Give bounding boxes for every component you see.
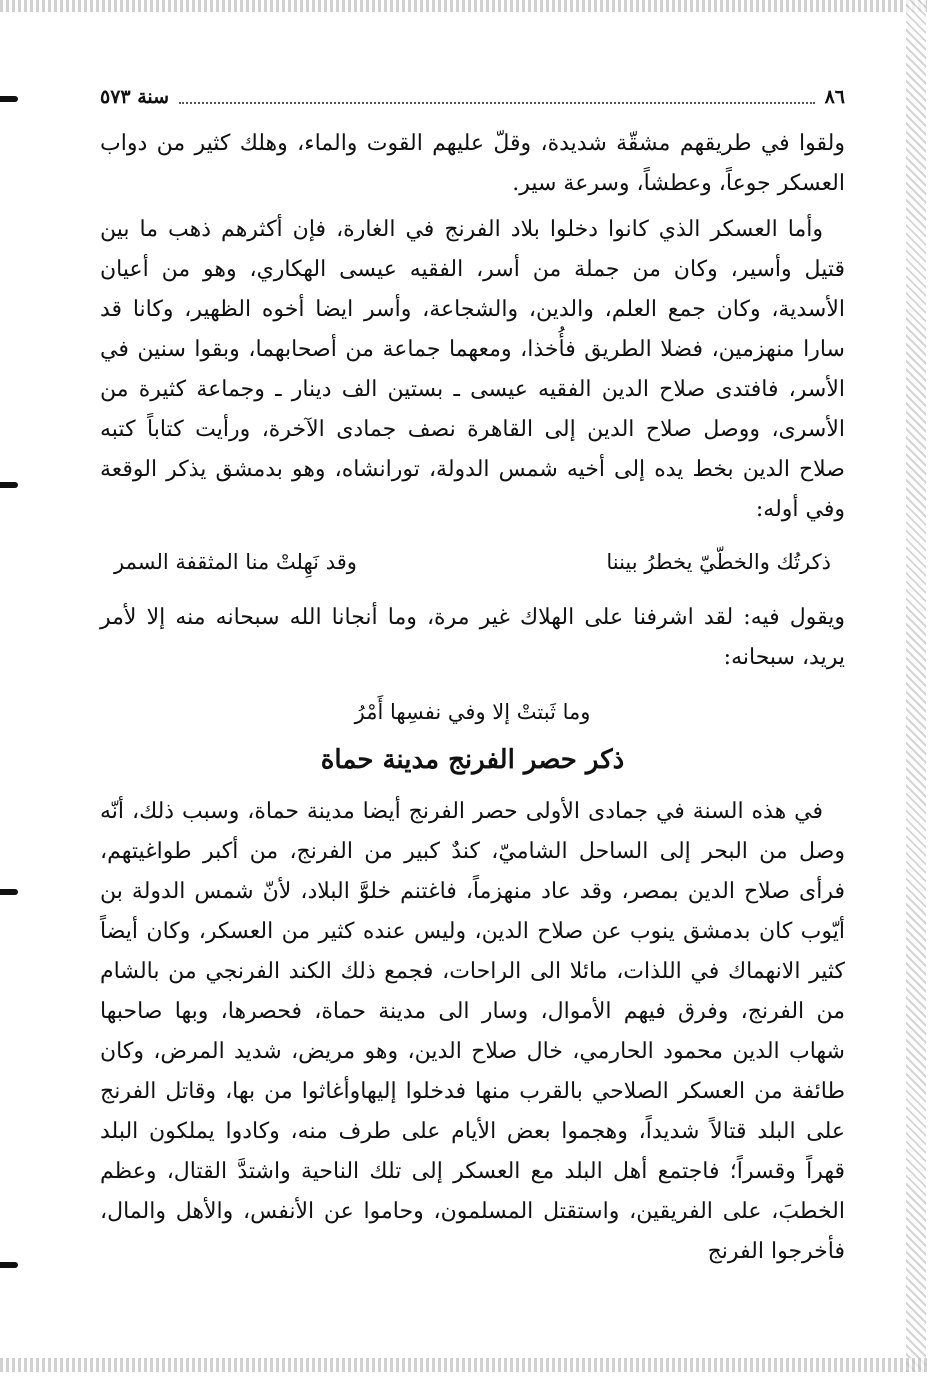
section-title: ذكر حصر الفرنج مدينة حماة bbox=[320, 745, 625, 775]
scan-edge-mark bbox=[0, 482, 18, 488]
verse-second-hemistich: وقد نَهِلتْ منا المثقفة السمر bbox=[114, 550, 357, 574]
scan-edge-mark bbox=[0, 889, 18, 895]
page-number: ٨٦ bbox=[824, 86, 845, 108]
page-border-top bbox=[0, 0, 930, 12]
poem-verse-single: وما ثَبتتْ إلا وفي نفسِها أَمْرُ bbox=[354, 700, 591, 724]
scan-edge-mark bbox=[0, 1262, 18, 1268]
page-border-right bbox=[906, 0, 926, 1372]
scan-edge-mark bbox=[0, 96, 18, 102]
verse-first-hemistich: ذكرتُك والخطّيّ يخطرُ بيننا bbox=[606, 550, 831, 574]
body-paragraph: ويقول فيه: لقد اشرفنا على الهلاك غير مرة، وما أنجانا الله سبحانه منه إلا لأمر يريد، سبحانه: bbox=[100, 605, 846, 670]
body-paragraph: في هذه السنة في جمادى الأولى حصر الفرنج أيضا مدينة حماة، وسبب ذلك، أنّه وصل من البحر إلى الساحل الشاميّ، كندٌ كبير من الفرنج، من أكبر طواغيتهم، فرأى صلاح الدين بمصر، وقد عاد منهزماً، فاغتنم خلوَّ البلاد، لأنّ شمس الدولة بن أيّوب كان بدمشق ينوب عن صلاح الدين، وليس عنده كثير من العسكر، وكان أيضاً كثير الانهماك في اللذات، مائلا الى الراحات، فجمع ذلك الكند الفرنجي من بالشام من الفرنج، وفرق فيهم الأموال، وسار الى مدينة حماة، فحصرها، وبها صاحبها شهاب الدين محمود الحارمي، خال صلاح الدين، وهو مريض، شديد المرض، وكان طائفة من العسكر الصلاحي بالقرب منها فدخلوا إليهاوأغاثوا من بها، وقاتل الفرنج على البلد قتالاً شديداً، وهجموا بعض الأيام على طرف منه، وكادوا يملكون البلد قهراً وقسراً؛ فاجتمع أهل البلد مع العسكر إلى تلك الناحية واشتدَّ القتال، وعظم الخطبَ، على الفريقين، واستقتل المسلمون، وحاموا عن الأنفس، والأهل والمال، فأخرجوا الفرنج bbox=[100, 799, 845, 1264]
running-header bbox=[100, 80, 845, 114]
body-paragraph: وأما العسكر الذي كانوا دخلوا بلاد الفرنج في الغارة، فإن أكثرهم ذهب ما بين قتيل وأسير، وكان من جملة من أسر، الفقيه عيسى الهكاري، وهو من أعيان الأسدية، وكان جمع العلم، والدين، والشجاعة، وأسر ايضا أخوه الظهير، وكانا قد سارا منهزمين، فضلا الطريق فأُخذا، ومعهما جماعة من أصحابهما، وبقوا سنين في الأسر، فافتدى صلاح الدين الفقيه عيسى ـ بستين الف دينار ـ وجماعة كثيرة من الأسرى، ووصل صلاح الدين إلى القاهرة نصف جمادى الآخرة، ورأيت كتاباً كتبه صلاح الدين بخط يده إلى أخيه شمس الدولة، تورانشاه، وهو بدمشق يذكر الوقعة وفي أوله: bbox=[100, 217, 845, 522]
page-border-bottom bbox=[0, 1358, 930, 1372]
header-dotted-rule bbox=[179, 90, 814, 104]
year-label: سنة ٥٧٣ bbox=[100, 86, 170, 108]
body-paragraph: ولقوا في طريقهم مشقّة شديدة، وقلّ عليهم القوت والماء، وهلك كثير من دواب العسكر جوعاً، وعطشاً، وسرعة سير. bbox=[100, 131, 845, 196]
book-page bbox=[100, 80, 845, 1278]
poem-verse bbox=[114, 542, 831, 582]
